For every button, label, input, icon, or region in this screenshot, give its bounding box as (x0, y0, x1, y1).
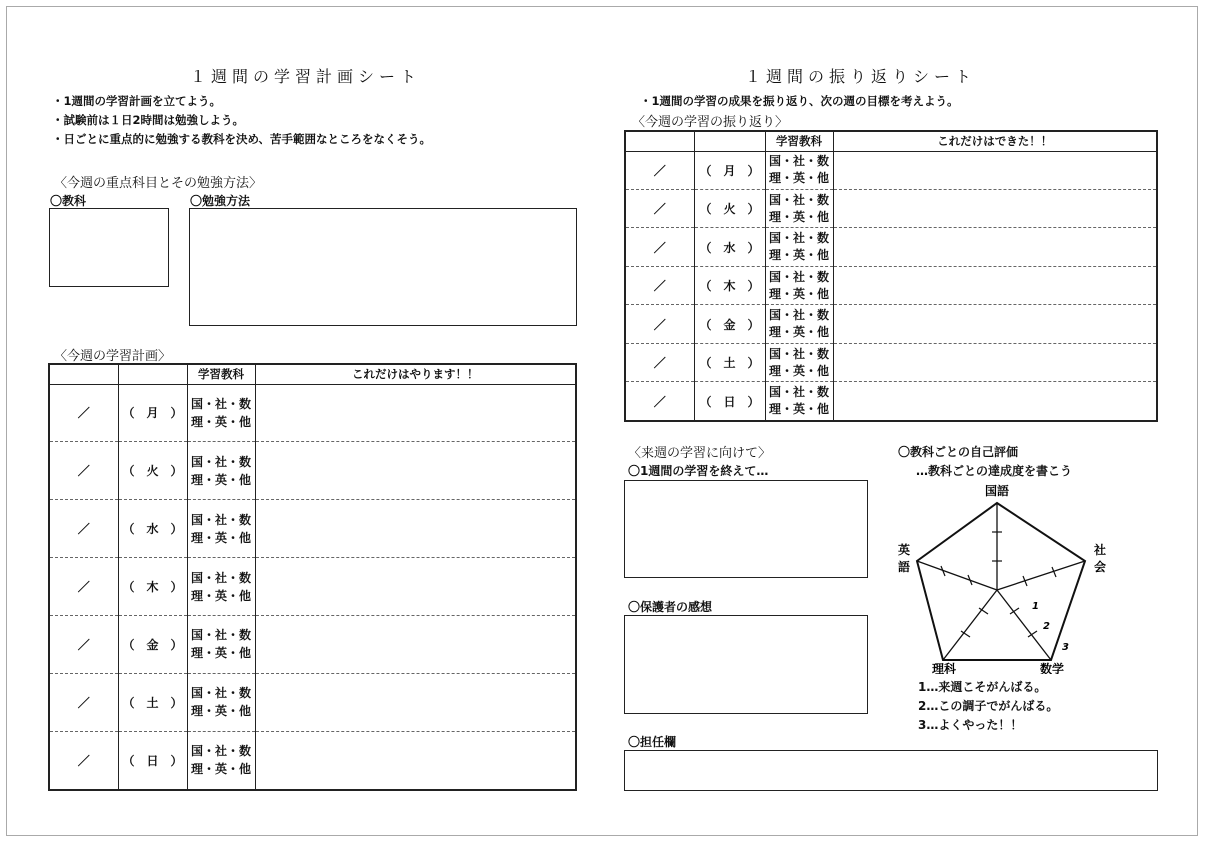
plan-sheet-title: １週間の学習計画シート (190, 67, 422, 86)
header-date (625, 131, 694, 151)
subject-line-1: 国・社・数 (768, 154, 829, 169)
date-cell[interactable]: ／ (49, 673, 118, 731)
legend-item-3: 3…よくやった！！ (918, 718, 1023, 732)
legend-item-2: 2…この調子でがんばる。 (918, 699, 1059, 713)
plan-note-2: ・試験前は１日2時間は勉強しよう。 (52, 113, 244, 127)
review-row (625, 343, 1157, 381)
header-subject: 学習教科 (765, 131, 833, 151)
day-cell: （ 木 ） (694, 266, 765, 304)
study-method-box[interactable] (189, 208, 577, 326)
day-cell: （ 月 ） (694, 151, 765, 189)
day-cell: （ 火 ） (118, 442, 187, 500)
subject-cell[interactable] (187, 673, 255, 731)
content-cell[interactable] (833, 228, 1157, 266)
weekly-review-table (624, 130, 1158, 422)
plan-note-1: ・1週間の学習計画を立てよう。 (52, 94, 221, 108)
radar-label-math: 数学 (1039, 662, 1065, 674)
subject-line-1: 国・社・数 (190, 396, 251, 411)
subject-cell[interactable] (765, 228, 833, 266)
review-row (625, 305, 1157, 343)
day-cell: （ 金 ） (118, 616, 187, 674)
plan-row (49, 500, 576, 558)
content-cell[interactable] (833, 266, 1157, 304)
date-cell[interactable]: ／ (49, 558, 118, 616)
date-cell[interactable]: ／ (625, 151, 694, 189)
day-cell: （ 金 ） (694, 305, 765, 343)
day-cell: （ 土 ） (694, 343, 765, 381)
next-week-heading: 〈来週の学習に向けて〉 (628, 446, 772, 461)
focus-heading: 〈今週の重点科目とその勉強方法〉 (54, 176, 263, 191)
subject-line-1: 国・社・数 (190, 686, 251, 701)
subject-cell[interactable] (765, 343, 833, 381)
radar-label-english-1: 英 (898, 543, 911, 557)
self-eval-subtitle: …教科ごとの達成度を書こう (916, 464, 1073, 478)
day-cell: （ 日 ） (118, 731, 187, 790)
subject-line-1: 国・社・数 (768, 231, 829, 246)
radar-label-social-2: 会 (1094, 560, 1107, 574)
date-cell[interactable]: ／ (77, 753, 90, 768)
content-cell[interactable] (255, 731, 576, 790)
plan-row (49, 384, 576, 442)
date-cell[interactable]: ／ (625, 305, 694, 343)
reflect-label: 〇1週間の学習を終えて… (628, 464, 769, 478)
subject-cell[interactable] (765, 382, 833, 421)
content-cell[interactable] (255, 616, 576, 674)
subject-line-1: 国・社・数 (190, 512, 251, 527)
content-cell[interactable] (255, 673, 576, 731)
plan-note-3: ・日ごとに重点的に勉強する教科を決め、苦手範囲なところをなくそう。 (52, 132, 432, 146)
subject-line-2: 理・英・他 (190, 414, 251, 429)
plan-heading: 〈今週の学習計画〉 (54, 349, 172, 364)
subject-line-2: 理・英・他 (768, 363, 829, 378)
weekly-plan-table (48, 363, 577, 791)
date-cell[interactable]: ／ (625, 343, 694, 381)
review-row (625, 189, 1157, 227)
subject-line-1: 国・社・数 (190, 744, 251, 759)
subject-line-2: 理・英・他 (768, 209, 829, 224)
day-cell: （ 木 ） (118, 558, 187, 616)
review-row (625, 228, 1157, 266)
subject-line-2: 理・英・他 (190, 588, 251, 603)
teacher-label: 〇担任欄 (628, 735, 677, 749)
radar-chart (880, 478, 1120, 674)
date-cell[interactable]: ／ (625, 189, 694, 227)
day-cell: （ 月 ） (118, 384, 187, 442)
radar-tick-3: 3 (1062, 642, 1069, 653)
review-sheet-title: １週間の振り返りシート (745, 67, 977, 86)
subject-line-1: 国・社・数 (768, 192, 829, 207)
subject-cell[interactable] (187, 442, 255, 500)
subject-line-1: 国・社・数 (768, 385, 829, 400)
subject-line-1: 国・社・数 (190, 454, 251, 469)
guardian-label: 〇保護者の感想 (628, 600, 713, 614)
content-cell[interactable] (833, 151, 1157, 189)
review-note: ・1週間の学習の成果を振り返り、次の週の目標を考えよう。 (640, 94, 959, 108)
content-cell[interactable] (833, 189, 1157, 227)
header-content: これだけはできた！！ (833, 131, 1157, 151)
legend-item-1: 1…来週こそがんばる。 (918, 680, 1047, 694)
plan-row (49, 731, 576, 790)
subject-cell[interactable] (187, 384, 255, 442)
subject-cell[interactable] (187, 558, 255, 616)
content-cell[interactable] (833, 382, 1157, 421)
radar-pentagon (917, 503, 1085, 660)
plan-row (49, 558, 576, 616)
review-row (625, 266, 1157, 304)
plan-row (49, 442, 576, 500)
radar-label-science: 理科 (931, 662, 957, 674)
subject-cell[interactable] (187, 500, 255, 558)
subject-cell[interactable] (765, 305, 833, 343)
subject-line-2: 理・英・他 (768, 248, 829, 263)
content-cell[interactable] (255, 384, 576, 442)
header-subject: 学習教科 (187, 364, 255, 384)
subject-cell[interactable] (765, 151, 833, 189)
date-cell[interactable]: ／ (653, 394, 666, 409)
day-cell: （ 土 ） (118, 673, 187, 731)
content-cell[interactable] (255, 442, 576, 500)
subject-cell[interactable] (187, 616, 255, 674)
day-cell: （ 水 ） (694, 228, 765, 266)
subject-line-2: 理・英・他 (768, 171, 829, 186)
subject-line-2: 理・英・他 (768, 402, 829, 417)
date-cell[interactable]: ／ (49, 384, 118, 442)
self-eval-title: 〇教科ごとの自己評価 (898, 445, 1019, 459)
plan-row (49, 673, 576, 731)
day-cell: （ 水 ） (118, 500, 187, 558)
subject-line-2: 理・英・他 (768, 286, 829, 301)
subject-line-1: 国・社・数 (768, 269, 829, 284)
radar-label-japanese: 国語 (984, 484, 1010, 498)
focus-subject-box[interactable] (49, 208, 169, 287)
date-cell[interactable]: ／ (49, 442, 118, 500)
header-content: これだけはやります！！ (255, 364, 576, 384)
plan-row (49, 616, 576, 674)
day-cell: （ 日 ） (694, 382, 765, 421)
content-cell[interactable] (255, 558, 576, 616)
header-date (49, 364, 118, 384)
subject-cell[interactable] (765, 266, 833, 304)
review-row (625, 382, 1157, 421)
review-row (625, 151, 1157, 189)
subject-line-2: 理・英・他 (190, 646, 251, 661)
radar-tick-2: 2 (1043, 621, 1050, 632)
reflect-box[interactable] (624, 480, 868, 578)
teacher-box[interactable] (624, 750, 1158, 791)
subject-label: 〇教科 (50, 194, 87, 208)
subject-line-2: 理・英・他 (768, 325, 829, 340)
date-cell[interactable]: ／ (625, 228, 694, 266)
subject-line-2: 理・英・他 (190, 472, 251, 487)
subject-line-1: 国・社・数 (190, 628, 251, 643)
subject-line-1: 国・社・数 (768, 308, 829, 323)
subject-line-2: 理・英・他 (190, 530, 251, 545)
guardian-box[interactable] (624, 615, 868, 714)
radar-tick-1: 1 (1032, 601, 1039, 612)
subject-line-1: 国・社・数 (190, 570, 251, 585)
header-day (694, 131, 765, 151)
header-day (118, 364, 187, 384)
method-label: 〇勉強方法 (190, 194, 251, 208)
date-cell[interactable]: ／ (49, 500, 118, 558)
date-cell[interactable]: ／ (49, 616, 118, 674)
radar-label-social-1: 社 (1094, 543, 1107, 557)
review-heading: 〈今週の学習の振り返り〉 (632, 115, 789, 130)
subject-cell[interactable] (765, 189, 833, 227)
content-cell[interactable] (833, 343, 1157, 381)
subject-cell[interactable] (187, 731, 255, 790)
radar-tick-marks (941, 532, 1056, 637)
subject-line-2: 理・英・他 (190, 704, 251, 719)
subject-line-2: 理・英・他 (190, 762, 251, 777)
subject-line-1: 国・社・数 (768, 346, 829, 361)
content-cell[interactable] (833, 305, 1157, 343)
content-cell[interactable] (255, 500, 576, 558)
date-cell[interactable]: ／ (625, 266, 694, 304)
day-cell: （ 火 ） (694, 189, 765, 227)
radar-label-english-2: 語 (898, 560, 911, 574)
